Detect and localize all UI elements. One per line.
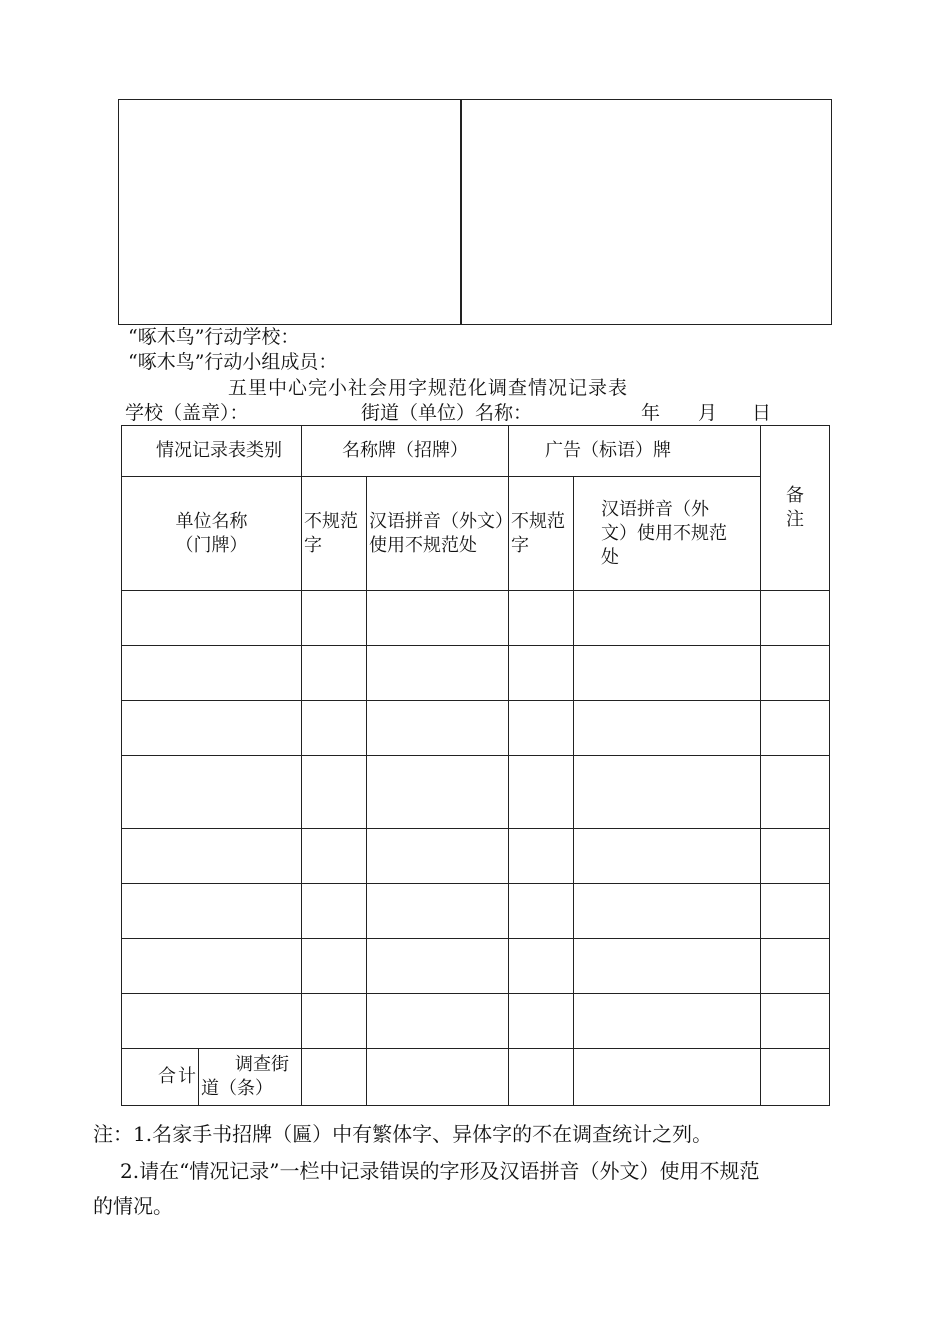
remark-header bbox=[761, 426, 830, 591]
meta-year: 年 bbox=[641, 402, 661, 424]
unit-name-text: 单位名称（门牌） bbox=[175, 510, 248, 556]
members-label: “啄木鸟”行动小组成员： bbox=[128, 351, 338, 373]
name-sign-header: 名称牌（招牌） bbox=[302, 426, 509, 477]
survey-table bbox=[121, 425, 830, 1106]
table-row bbox=[122, 994, 830, 1049]
corner-header bbox=[122, 426, 302, 477]
table-row bbox=[122, 756, 830, 829]
corner-header-text: 情况记录表类别 bbox=[156, 440, 282, 461]
nonstandard-ad-header: 不规范字 bbox=[509, 477, 574, 591]
pinyin-name-header: 汉语拼音（外文）使用不规范处 bbox=[367, 477, 509, 591]
table-row bbox=[122, 829, 830, 884]
streets-label: 调查街道（条） bbox=[199, 1049, 302, 1106]
pinyin-ad-header bbox=[574, 477, 761, 591]
ad-sign-header: 广告（标语）牌 bbox=[509, 426, 761, 477]
meta-street: 街道（单位）名称： bbox=[361, 402, 533, 424]
note-2-line-1: 2.请在“情况记录”一栏中记录错误的字形及汉语拼音（外文）使用不规范 bbox=[120, 1159, 760, 1183]
page-title: 五里中心完小社会用字规范化调查情况记录表 bbox=[228, 377, 629, 399]
photo-box-left bbox=[118, 99, 462, 325]
note-1: 注：1.名家手书招牌（匾）中有繁体字、异体字的不在调查统计之列。 bbox=[93, 1122, 713, 1146]
table-row bbox=[122, 884, 830, 939]
unit-name-header bbox=[122, 477, 302, 591]
table-row bbox=[122, 591, 830, 646]
pinyin-ad-text: 汉语拼音（外文）使用不规范处 bbox=[601, 498, 727, 568]
total-label: 合计 bbox=[122, 1049, 199, 1106]
table-row bbox=[122, 646, 830, 701]
table-row bbox=[122, 701, 830, 756]
meta-day: 日 bbox=[752, 402, 772, 424]
meta-school: 学校（盖章）： bbox=[125, 402, 249, 424]
note-2-line-2: 的情况。 bbox=[93, 1194, 173, 1218]
remark-header-text: 备注 bbox=[786, 485, 804, 530]
total-row bbox=[122, 1049, 830, 1106]
table-row bbox=[122, 939, 830, 994]
meta-month: 月 bbox=[698, 402, 718, 424]
nonstandard-header: 不规范字 bbox=[302, 477, 367, 591]
school-label: “啄木鸟”行动学校： bbox=[128, 326, 300, 348]
photo-box-right bbox=[460, 99, 832, 325]
